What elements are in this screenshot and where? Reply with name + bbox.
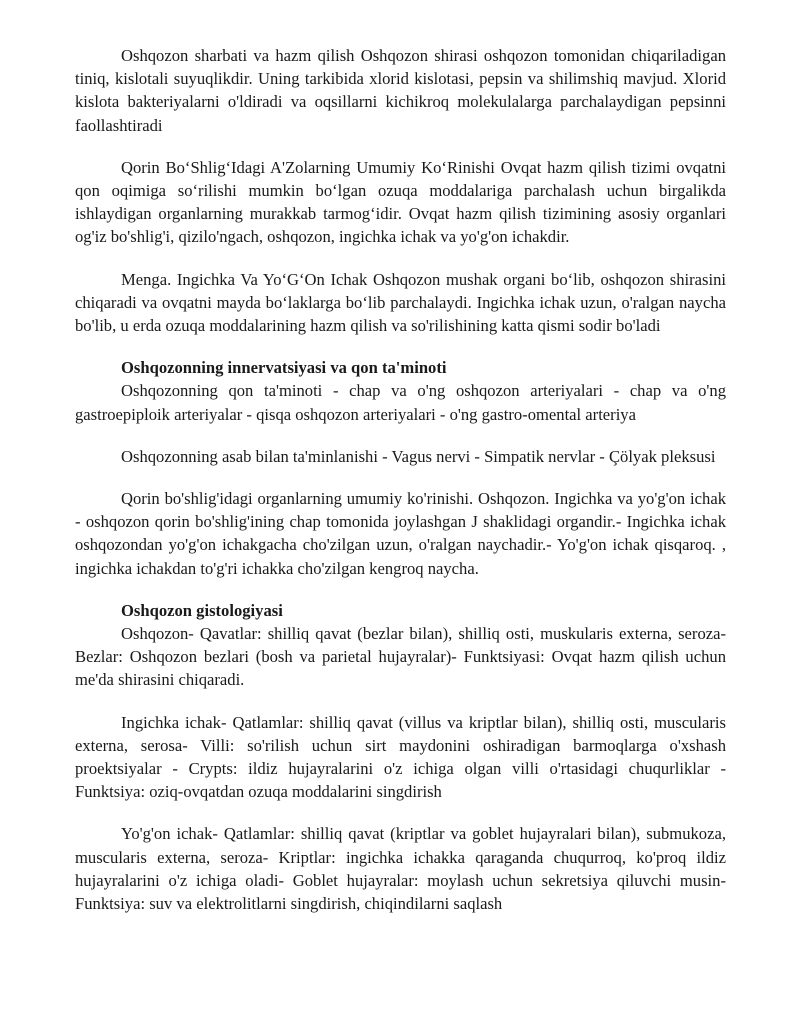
paragraph-organs-general-view: Qorin bo'shlig'idagi organlarning umumiy ko'rinishi. Oshqozon. Ingichka va yo'g'on ichak - oshqozon qorin bo'shlig'ining chap tomonida joylashgan J shaklidagi organdir.- Ingichka ichak oshqozondan yo'g'on ichakgacha cho'zilgan uzun, o'ralgan naychadir.- Yo'g'on ichak qisqaroq. , ingichka ichakdan to'g'ri ichakka cho'zilgan kengroq naycha. bbox=[75, 489, 726, 578]
paragraph-abdominal-organs-overview: Qorin Bo‘Shlig‘Idagi A'Zolarning Umumiy Ko‘Rinishi Ovqat hazm qilish tizimi ovqatni qon oqimiga so‘rilishi mumkin bo‘lgan ozuqa moddalariga parchalash uchun birgalikda ishlaydigan organlarning murakkab tarmog‘idir. Ovqat hazm qilish tizimining asosiy organlari og'iz bo'shlig'i, qizilo'ngach, oshqozon, ingichka ichak va yo'g'on ichakdir. bbox=[75, 157, 726, 247]
paragraph-small-intestine-layers: Ingichka ichak- Qatlamlar: shilliq qavat (villus va kriptlar bilan), shilliq osti, muscularis externa, serosa- Villi: so'rilish uchun sirt maydonini oshiradigan barmoqlarga o'xshash proektsiyalar - Crypts: ildiz hujayralarini o'z ichiga olgan villi o'rtasidagi chuqurliklar - Funktsiya: oziq-ovqatdan ozuqa moddalarini singdirish bbox=[75, 712, 726, 802]
paragraph-large-intestine-layers: Yo'g'on ichak- Qatlamlar: shilliq qavat (kriptlar va goblet hujayralari bilan), submukoza, muscularis externa, seroza- Kriptlar: ingichka ichakka qaraganda chuqurroq, ko'proq ildiz hujayralarini o'z ichiga oladi- Goblet hujayralar: moylash uchun sekretsiya qiluvchi musin- Funktsiya: suv va elektrolitlarni singdirish, chiqindilarni saqlash bbox=[75, 824, 726, 914]
document-page bbox=[75, 44, 726, 934]
paragraph-stomach-layers: Oshqozon- Qavatlar: shilliq qavat (bezlar bilan), shilliq osti, muskularis externa, seroza- Bezlar: Oshqozon bezlari (bosh va parietal hujayralar)- Funktsiyasi: Ovqat hazm qilish uchun me'da shirasini chiqaradi. bbox=[75, 624, 726, 690]
paragraph-small-large-intestine: Menga. Ingichka Va Yo‘G‘On Ichak Oshqozon mushak organi bo‘lib, oshqozon shirasini chiqaradi va ovqatni mayda bo‘laklarga bo‘lib parchalaydi. Ingichka ichak uzun, o'ralgan naycha bo'lib, u erda ozuqa moddalarining hazm qilish va so'rilishining katta qismi sodir bo'ladi bbox=[75, 269, 726, 336]
heading-stomach-histology: Oshqozon gistologiyasi bbox=[121, 600, 283, 620]
paragraph-blood-supply: Oshqozonning qon ta'minoti - chap va o'ng oshqozon arteriyalari - chap va o'ng gastroepiploik arteriyalar - qisqa oshqozon arteriyalari - o'ng gastro-omental arteriya bbox=[75, 381, 726, 424]
paragraph-gastric-juice: Oshqozon sharbati va hazm qilish Oshqozon shirasi oshqozon tomonidan chiqariladigan tiniq, kislotali suyuqlikdir. Uning tarkibida xlorid kislotasi, pepsin va shilimshiq mavjud. Xlorid kislota bakteriyalarni o'ldiradi va oqsillarni kichikroq molekulalarga parchalaydigan pepsinni faollashtiradi bbox=[75, 46, 726, 135]
heading-innervation-blood-supply: Oshqozonning innervatsiyasi va qon ta'minoti bbox=[121, 358, 447, 378]
paragraph-nerve-supply: Oshqozonning asab bilan ta'minlanishi - Vagus nervi - Simpatik nervlar - Çölyak pleksusi bbox=[121, 446, 716, 466]
